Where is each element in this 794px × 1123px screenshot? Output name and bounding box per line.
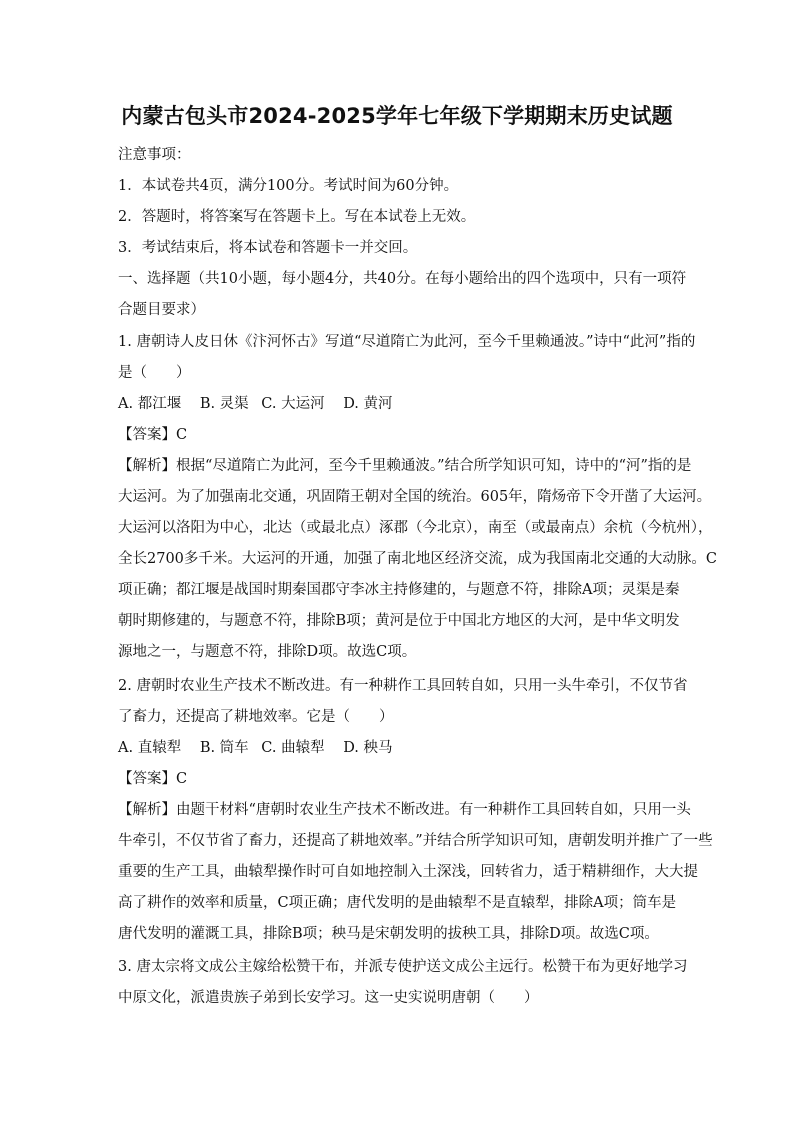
notice-item: 1．本试卷共4页，满分100分。考试时间为60分钟。 [118,178,459,194]
section-intro-line: 合题目要求） [118,302,205,318]
answer-label: 【答案】C [118,771,188,787]
section-intro-line: 一、选择题（共10小题，每小题4分，共40分。在每小题给出的四个选项中，只有一项符 [118,271,687,287]
option-c: C. 曲辕犁 [261,740,325,756]
notice-item: 3．考试结束后，将本试卷和答题卡一并交回。 [118,240,418,256]
analysis-line: 大运河以洛阳为中心，北达（或最北点）涿郡（今北京），南至（或最南点）余杭（今杭州）， [118,520,713,536]
question-stem-line: 1. 唐朝诗人皮日休《汴河怀古》写道“尽道隋亡为此河，至今千里赖通波。”诗中“此河”指的 [118,334,696,350]
question-options [118,738,688,758]
question-stem-line: 是（ ） [118,365,191,381]
analysis-line: 项正确；都江堰是战国时期秦国郡守李冰主持修建的，与题意不符，排除A项；灵渠是秦 [118,582,680,598]
page-title: 内蒙古包头市2024-2025学年七年级下学期期末历史试题 [121,104,673,128]
analysis-line: 朝时期修建的，与题意不符，排除B项；黄河是位于中国北方地区的大河，是中华文明发 [118,613,680,629]
analysis-line: 大运河。为了加强南北交通，巩固隋王朝对全国的统治。605年，隋炀帝下令开凿了大运河。 [118,489,712,505]
option-b: B. 筒车 [199,740,249,756]
analysis-line: 唐代发明的灌溉工具，排除B项；秧马是宋朝发明的拔秧工具，排除D项。故选C项。 [118,926,659,942]
analysis-line: 【解析】根据“尽道隋亡为此河，至今千里赖通波。”结合所学知识可知，诗中的“河”指的是 [118,458,692,474]
analysis-line: 源地之一，与题意不符，排除D项。故选C项。 [118,644,417,660]
answer-label: 【答案】C [118,427,188,443]
question-stem-line: 3. 唐太宗将文成公主嫁给松赞干布，并派专使护送文成公主远行。松赞干布为更好地学习 [118,959,688,975]
analysis-line: 【解析】由题干材料“唐朝时农业生产技术不断改进。有一种耕作工具回转自如，只用一头 [118,802,691,818]
question-options [118,394,688,414]
option-a: A. 都江堰 [118,396,182,412]
option-b: B. 灵渠 [199,396,249,412]
analysis-line: 全长2700多千米。大运河的开通，加强了南北地区经济交流，成为我国南北交通的大动脉。C [118,551,717,567]
notice-heading: 注意事项： [118,147,191,163]
question-stem-line: 中原文化，派遣贵族子弟到长安学习。这一史实说明唐朝（ ） [118,990,539,1006]
analysis-line: 高了耕作的效率和质量，C项正确；唐代发明的是曲辕犁不是直辕犁，排除A项；筒车是 [118,895,677,911]
option-a: A. 直辕犁 [118,740,182,756]
analysis-line: 重要的生产工具，曲辕犁操作时可自如地控制入土深浅，回转省力，适于精耕细作，大大提 [118,864,698,880]
analysis-line: 牛牵引，不仅节省了畜力，还提高了耕地效率。”并结合所学知识可知，唐朝发明并推广了一些 [118,833,713,849]
question-stem-line: 2. 唐朝时农业生产技术不断改进。有一种耕作工具回转自如，只用一头牛牵引，不仅节省 [118,678,688,694]
option-d: D. 黄河 [343,396,393,412]
question-stem-line: 了畜力，还提高了耕地效率。它是（ ） [118,709,394,725]
option-d: D. 秧马 [343,740,393,756]
notice-item: 2．答题时，将答案写在答题卡上。写在本试卷上无效。 [118,209,476,225]
option-c: C. 大运河 [261,396,325,412]
